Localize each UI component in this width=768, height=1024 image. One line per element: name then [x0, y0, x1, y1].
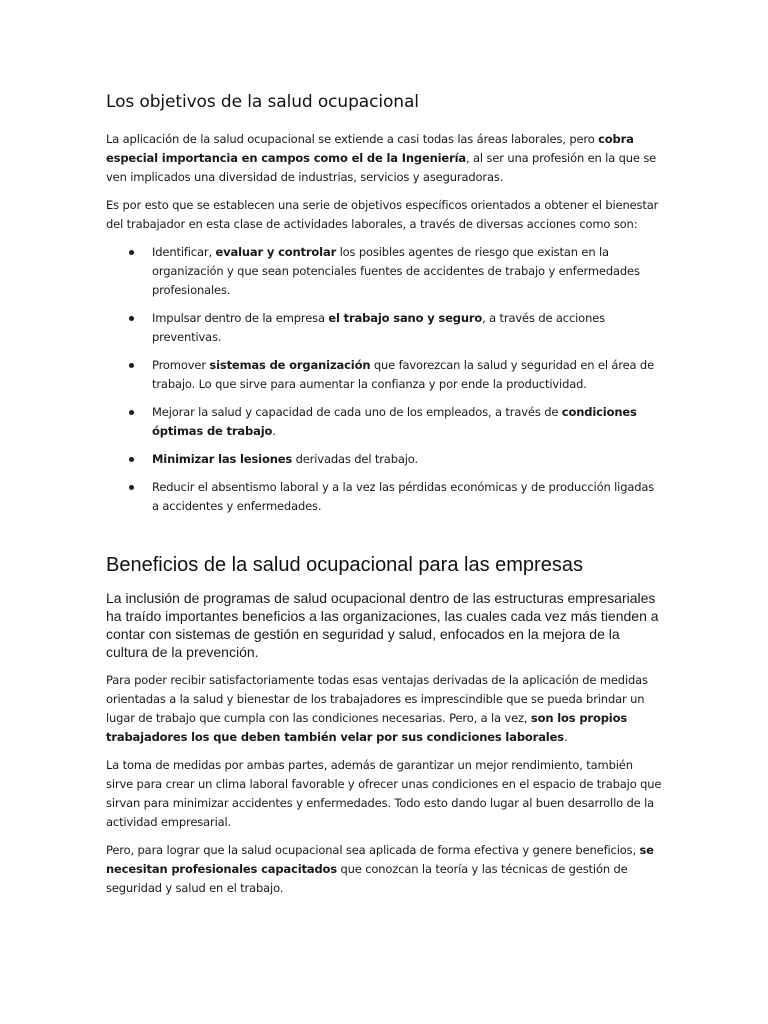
bold-run: el trabajo sano y seguro [328, 311, 483, 325]
text-run: , al ser una profesión en la que se ven implicados una diversidad de industrias, servicios y aseguradoras. [106, 151, 657, 184]
text-run: La aplicación de la salud ocupacional se extiende a casi todas las áreas laborales, pero [106, 132, 599, 146]
bold-run: evaluar y controlar [215, 245, 337, 259]
paragraph-profesionales [106, 841, 662, 898]
section-heading-beneficios: Beneficios de la salud ocupacional para las empresas [106, 554, 583, 576]
text-run: Para poder recibir satisfactoriamente todas esas ventajas derivadas de la aplicación de medidas orientadas a la salud y bienestar de los trabajadores es imprescindible que se pueda brindar un lugar de trabajo que cumpla con las condiciones necesarias. Pero, a la vez, [106, 673, 648, 725]
bullet-icon [129, 485, 134, 490]
bold-run: son los propios trabajadores los que deben también velar por sus condiciones laborales [106, 711, 628, 744]
bold-run: se necesitan profesionales capacitados [106, 843, 654, 876]
text-run: . [563, 730, 568, 744]
bullet-icon [129, 316, 134, 321]
text-run: , a través de acciones preventivas. [152, 311, 605, 344]
text-run: que conozcan la teoría y las técnicas de gestión de seguridad y salud en el trabajo. [106, 862, 628, 895]
paragraph-ventajas [106, 671, 662, 747]
bold-run: condiciones óptimas de trabajo [152, 405, 637, 438]
bullet-icon [129, 457, 134, 462]
text-run: . [272, 424, 276, 438]
list-item [152, 243, 662, 300]
text-run: Impulsar dentro de la empresa [152, 311, 329, 325]
text-run: que favorezcan la salud y seguridad en el área de trabajo. Lo que sirve para aumentar la confianza y por ende la productividad. [152, 358, 655, 391]
text-run: Pero, para lograr que la salud ocupacional sea aplicada de forma efectiva y genere beneficios, [106, 843, 640, 857]
list-item [152, 403, 662, 441]
objectives-list [106, 243, 662, 516]
document-content [106, 92, 662, 907]
section-heading-objetivos: Los objetivos de la salud ocupacional [106, 92, 419, 112]
bold-run: sistemas de organización [209, 358, 371, 372]
text-run: Promover [152, 358, 210, 372]
bullet-icon [129, 250, 134, 255]
text-run: Identificar, [152, 245, 216, 259]
bold-run: cobra especial importancia en campos como el de la Ingeniería [106, 132, 634, 165]
bullet-icon [129, 410, 134, 415]
list-item [152, 309, 662, 347]
paragraph-inclusion: La inclusión de programas de salud ocupacional dentro de las estructuras empresariales ha traído importantes beneficios a las organizaciones, las cuales cada vez más tienden a contar con sistemas de gestión en seguridad y salud, enfocados en la mejora de la cultura de la prevención. [106, 590, 659, 660]
paragraph-aplicacion [106, 130, 662, 187]
text-run: los posibles agentes de riesgo que existan en la organización y que sean potenciales fuentes de accidentes de trabajo y enfermedades profesionales. [152, 245, 640, 297]
bullet-icon [129, 363, 134, 368]
list-item [152, 450, 662, 469]
bold-run: Minimizar las lesiones [152, 452, 293, 466]
list-item [152, 356, 662, 394]
paragraph-objetivos-intro: Es por esto que se establecen una serie de objetivos específicos orientados a obtener el bienestar del trabajador en esta clase de actividades laborales, a través de diversas acciones como son: [106, 198, 659, 231]
list-item [152, 478, 662, 516]
text-run: derivadas del trabajo. [292, 452, 418, 466]
paragraph-toma-medidas: La toma de medidas por ambas partes, además de garantizar un mejor rendimiento, también sirve para crear un clima laboral favorable y ofrecer unas condiciones en el espacio de trabajo que sirvan para minimizar accidentes y enfermedades. Todo esto dando lugar al buen desarrollo de la actividad empresarial. [106, 758, 662, 829]
text-run: Mejorar la salud y capacidad de cada uno de los empleados, a través de [152, 405, 562, 419]
text-run: Reducir el absentismo laboral y a la vez las pérdidas económicas y de producción ligadas a accidentes y enfermedades. [152, 480, 655, 513]
